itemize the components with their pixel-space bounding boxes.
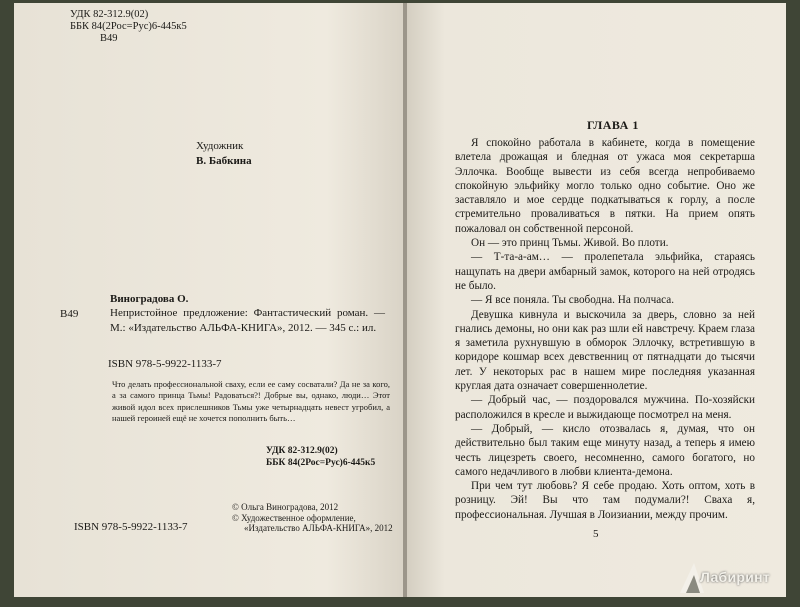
paragraph: Он — это принц Тьмы. Живой. Во плоти. bbox=[471, 237, 669, 250]
copyright-line: © Ольга Виноградова, 2012 bbox=[232, 502, 339, 512]
paragraph: — Я все поняла. Ты свободна. На полчаса. bbox=[471, 294, 675, 307]
book-spread bbox=[14, 3, 786, 600]
labirint-watermark bbox=[674, 555, 792, 597]
udk-code-footer: УДК 82-312.9(02) bbox=[266, 446, 338, 456]
book-annotation: Что делать профессиональной сваху, если ее саму сосватали? Да не за кого, а за самого принца Тьмы! Радоваться?! Добрые вы, однако, люди… Этот живой идол всех прислешников Тьмы уже четырнадцать невест угробил, а нашей героиней ещё не хочется пополнить быть… bbox=[112, 379, 390, 423]
artist-label: Художник bbox=[196, 140, 244, 152]
udk-code: УДК 82-312.9(02) bbox=[70, 9, 149, 20]
paragraph: — Добрый час, — поздоровался мужчина. По-хозяйски расположился в кресле и выжидающе посмотрел на меня. bbox=[455, 394, 755, 421]
left-page bbox=[14, 3, 405, 597]
chapter-text bbox=[455, 136, 755, 522]
copyright-block bbox=[232, 502, 393, 534]
paragraph: Девушка кивнула и выскочила за дверь, словно за ней гнались демоны, но они как раз шли ей навстречу. Краем глаза я заметила рухнувшую в обморок Эллочку, встретившую в коридоре кошмар всех девственниц от пятнадцати до тысячи лет. У некоторых рас в нашем мире последняя указанная круглая дата означает совершеннолетие. bbox=[455, 308, 755, 393]
chapter-title: ГЛАВА 1 bbox=[587, 118, 639, 132]
copyright-line: «Издательство АЛЬФА-КНИГА», 2012 bbox=[244, 523, 393, 533]
bbk-code: ББК 84(2Рос=Рус)6-445к5 bbox=[70, 21, 187, 32]
udk-footer bbox=[266, 445, 375, 469]
paragraph: При чем тут любовь? Я себе продаю. Хоть оптом, хоть в розницу. Эй! Вы что там подумали?! Сваха я, профессиональная. Лучшая в Лоизиании, между прочим. bbox=[455, 480, 755, 521]
catalog-code: В49 bbox=[100, 33, 118, 44]
book-description: Непристойное предложение: Фантастический роман. — М.: «Издательство АЛЬФА-КНИГА», 2012. — 345 с.: ил. bbox=[110, 307, 385, 334]
watermark-text: Лабиринт bbox=[700, 569, 771, 585]
udk-header bbox=[70, 9, 187, 45]
copyright-line: © Художественное оформление, bbox=[232, 512, 356, 523]
isbn-bottom: ISBN 978-5-9922-1133-7 bbox=[74, 521, 188, 533]
page-number: 5 bbox=[593, 528, 599, 540]
isbn-top: ISBN 978-5-9922-1133-7 bbox=[108, 358, 222, 370]
paragraph: Я спокойно работала в кабинете, когда в помещение влетела дрожащая и бледная от ужаса моя секретарша Эллочка. Вообще вывести из себя всегда непробиваемо спокойную эльфийку могло только одно событие. Оно же заставляло и мое сердце подкатываться к горлу, а после стремительно проваливаться в пятки. На прием опять пожаловал он собственной персоной. bbox=[455, 137, 755, 235]
artist-name: В. Бабкина bbox=[196, 155, 252, 167]
bbk-code-footer: ББК 84(2Рос=Рус)6-445к5 bbox=[266, 458, 376, 468]
right-page bbox=[407, 3, 786, 597]
paragraph: — Т-та-а-ам… — пролепетала эльфийка, стараясь нащупать на двери амбарный замок, которого на ней отродясь не было. bbox=[455, 251, 755, 292]
bibliographic-code: В49 bbox=[60, 308, 79, 320]
paragraph: — Добрый, — кисло отозвалась я, думая, что он действительно был таким еще минуту назад, а теперь я имею честь лицезреть своего, несомненно, самого богатого, но самого недачливого в любви клиента-демона. bbox=[455, 422, 755, 478]
author-name: Виноградова О. bbox=[110, 293, 189, 305]
